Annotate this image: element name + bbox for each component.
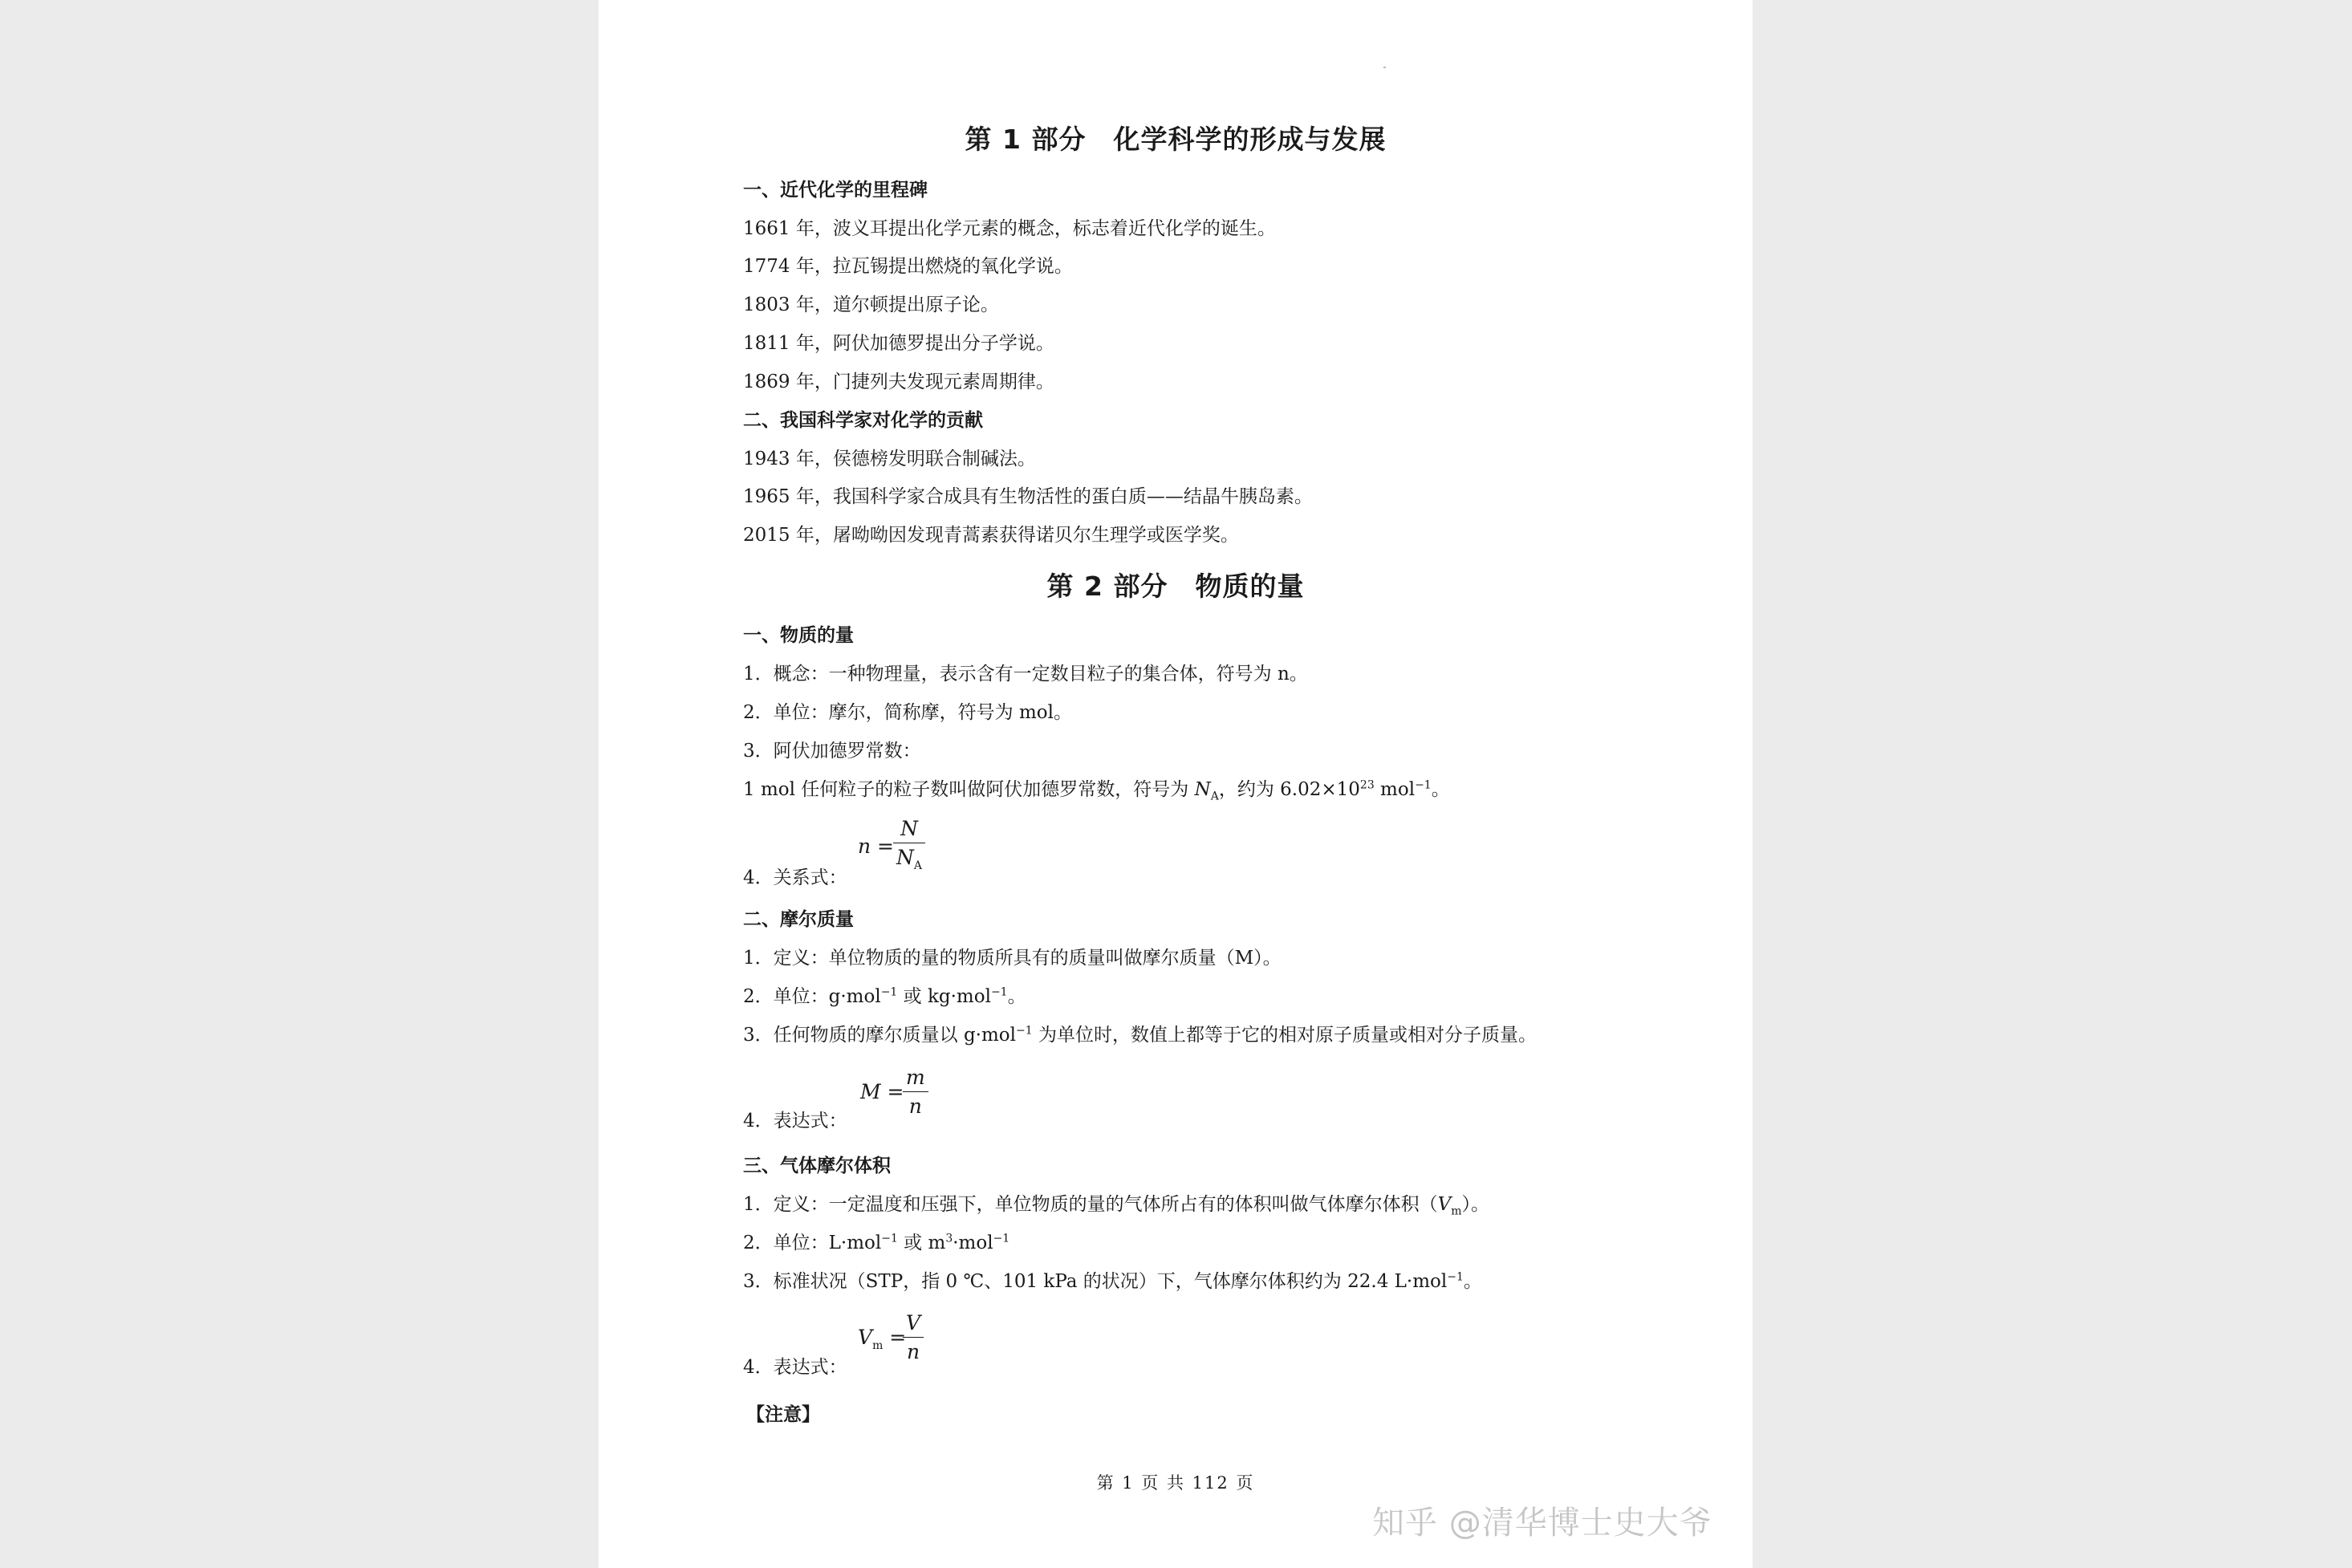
milestone-item: 1661 年，波义耳提出化学元素的概念，标志着近代化学的诞生。 <box>743 218 1276 239</box>
contribution-item: 2015 年，屠呦呦因发现青蒿素获得诺贝尔生理学或医学奖。 <box>743 525 1239 546</box>
scan-speck <box>1383 67 1386 68</box>
milestone-item: 1811 年，阿伏加德罗提出分子学说。 <box>743 333 1054 354</box>
part2-section3-heading: 三、气体摩尔体积 <box>743 1156 891 1176</box>
molar-volume-definition: 1．定义：一定温度和压强下，单位物质的量的气体所占有的体积叫做气体摩尔体积$(V_m)$。 <box>743 1194 1490 1218</box>
stp-note: 3．标准状况（STP，指 0 ℃、101 kPa 的状况）下，气体摩尔体积约为 22.4 L·mol$^{-1}$。 <box>743 1270 1482 1292</box>
unit-item: 2．单位：摩尔，简称摩，符号为 mol。 <box>743 702 1072 723</box>
milestone-item: 1869 年，门捷列夫发现元素周期律。 <box>743 372 1054 392</box>
part2-section2-heading: 二、摩尔质量 <box>743 909 854 930</box>
milestone-item: 1803 年，道尔顿提出原子论。 <box>743 295 999 315</box>
part1-section2-heading: 二、我国科学家对化学的贡献 <box>743 410 983 431</box>
part1-title-number: 第 1 部分 <box>965 124 1087 155</box>
expression-label: 4．表达式： <box>743 1111 847 1131</box>
molar-volume-unit: 2．单位：L·mol$^{-1}$ 或 $m^3\cdot mol^{-1}$ <box>743 1232 1010 1253</box>
formula-vm-fraction: V n <box>903 1311 924 1363</box>
part2-title-text: 物质的量 <box>1195 571 1305 602</box>
note-heading: 【注意】 <box>746 1403 820 1425</box>
formula-n-lhs: n = <box>858 835 894 858</box>
page-footer: 第 1 页 共 112 页 <box>1096 1473 1255 1493</box>
formula-vm-lhs: $V_m$ = <box>858 1326 907 1352</box>
avogadro-constant-line: 1 mol 任何粒子的粒子数叫做阿伏加德罗常数，符号为 $N_A$，约为 $6.02\times 10^{23}$ mol$^{-1}$。 <box>743 778 1450 803</box>
part1-section1-heading: 一、近代化学的里程碑 <box>743 180 928 201</box>
expression-label: 4．表达式： <box>743 1357 847 1378</box>
relation-label: 4．关系式： <box>743 867 847 888</box>
part2-section1-heading: 一、物质的量 <box>743 625 854 646</box>
milestone-item: 1774 年，拉瓦锡提出燃烧的氧化学说。 <box>743 256 1073 277</box>
document-page <box>599 0 1753 1568</box>
part1-title <box>599 119 1753 156</box>
molar-mass-unit: 2．单位：g·mol$^{-1}$ 或 kg·mol$^{-1}$。 <box>743 985 1026 1007</box>
formula-m-lhs: M = <box>860 1080 904 1103</box>
part1-title-text: 化学科学的形成与发展 <box>1113 124 1387 155</box>
definition-item: 1．概念：一种物理量，表示含有一定数目粒子的集合体，符号为 n。 <box>743 664 1308 684</box>
formula-n-fraction: N $N_A$ <box>893 817 925 872</box>
contribution-item: 1943 年，侯德榜发明联合制碱法。 <box>743 449 1036 469</box>
contribution-item: 1965 年，我国科学家合成具有生物活性的蛋白质——结晶牛胰岛素。 <box>743 486 1313 507</box>
part2-title-number: 第 2 部分 <box>1046 571 1168 602</box>
avogadro-heading-item: 3．阿伏加德罗常数： <box>743 741 921 762</box>
watermark: 知乎 @清华博士史大爷 <box>1372 1505 1712 1542</box>
molar-mass-definition: 1．定义：单位物质的量的物质所具有的质量叫做摩尔质量（M）。 <box>743 948 1282 969</box>
molar-mass-note: 3．任何物质的摩尔质量以 g·mol$^{-1}$ 为单位时，数值上都等于它的相对原子质量或相对分子质量。 <box>743 1024 1537 1046</box>
formula-m-fraction: m n <box>903 1066 928 1118</box>
part2-title <box>599 566 1753 603</box>
